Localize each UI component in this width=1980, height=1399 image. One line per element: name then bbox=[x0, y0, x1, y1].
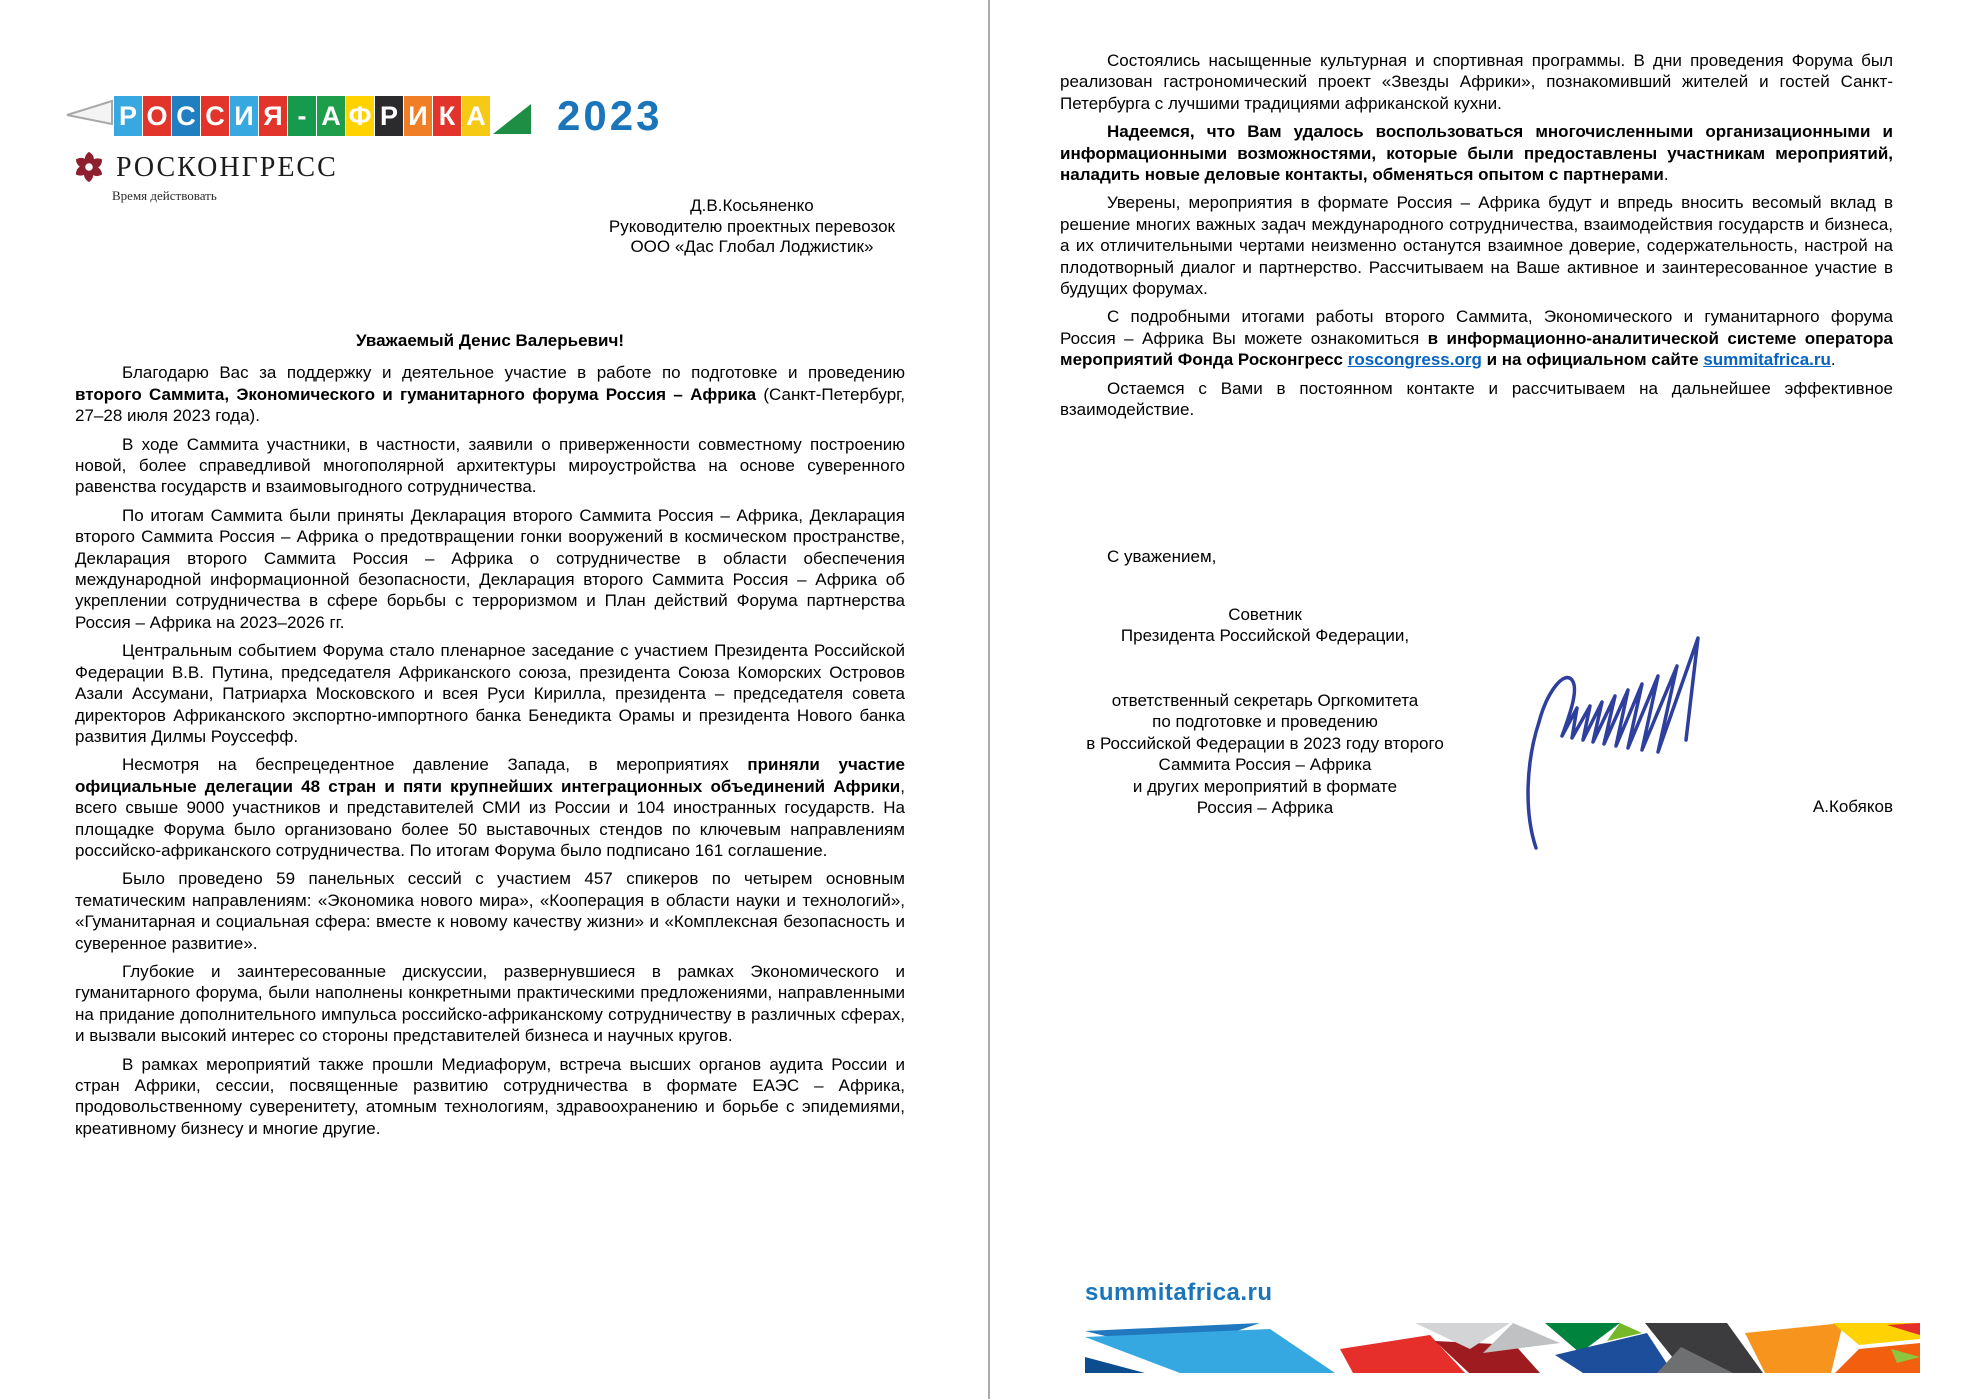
logo-letter-tile: С bbox=[172, 96, 200, 136]
text-run: Благодарю Вас за поддержку и деятельное участие в работе по подготовке и проведению bbox=[122, 363, 905, 383]
text-run: В рамках мероприятий также прошли Медиафорум, встреча высших органов аудита России и стран Африки, сессии, посвященные развитию сотрудничества в формате ЕАЭС – Африка, продовольственному суверенитету, атомным технологиям, здравоохранению и борьбе с эпидемиями, креативному бизнесу и многие другие. bbox=[75, 1054, 905, 1138]
logo-letter-tiles bbox=[114, 96, 491, 136]
text-line: ответственный секретарь Оргкомитета bbox=[1111, 691, 1419, 710]
signature-title-block bbox=[1060, 604, 1470, 647]
text-line: Д.В.Косьяненко bbox=[690, 196, 814, 215]
logo-green-triangle-icon bbox=[491, 96, 533, 136]
signer-name: А.Кобяков bbox=[1812, 797, 1893, 816]
roscongress-wordmark: РОСКОНГРЕСС bbox=[116, 152, 338, 183]
text-run: (Санкт-Петербург, 27–28 июля 2023 года). bbox=[75, 384, 905, 426]
link-roscongress[interactable]: roscongress.org bbox=[1347, 350, 1482, 370]
text-run: С подробными итогами работы второго Саммита, Экономического и гуманитарного форума Россия – Африка Вы можете ознакомиться bbox=[1060, 307, 1893, 348]
text-run: Состоялись насыщенные культурная и спортивная программы. В дни проведения Форума был реализован гастрономический проект «Звезды Африки», познакомивший жителей и гостей Санкт-Петербурга с лучшими традициями африканской кухни. bbox=[1060, 51, 1893, 113]
paragraph bbox=[75, 505, 905, 633]
bold-text: приняли участие официальные делегации 48 стран и пяти крупнейших интеграционных объединений Африки bbox=[75, 755, 905, 796]
text-run: Несмотря на беспрецедентное давление Запада, в мероприятиях bbox=[122, 755, 748, 775]
paragraph bbox=[75, 1054, 905, 1140]
text-run: Остаемся с Вами в постоянном контакте и рассчитываем на дальнейшее эффективное взаимодействие. bbox=[1060, 378, 1893, 420]
paragraph bbox=[1060, 306, 1893, 370]
letter-body-left bbox=[75, 330, 905, 1146]
logo-letter-tile: А bbox=[317, 96, 345, 136]
logo-year: 2023 bbox=[557, 92, 663, 139]
logo-letter-tile: С bbox=[201, 96, 229, 136]
logo-letter-tile: А bbox=[462, 96, 490, 136]
logo-letter-tile: Я bbox=[259, 96, 287, 136]
paragraph bbox=[1060, 192, 1893, 299]
russia-africa-logo bbox=[64, 92, 662, 140]
paragraph bbox=[1060, 121, 1893, 185]
text-line: Советник bbox=[1228, 605, 1302, 624]
text-line: Саммита Россия – Африка bbox=[1158, 755, 1372, 775]
logo-letter-tile: Р bbox=[375, 96, 403, 136]
signature-role-block bbox=[1060, 690, 1470, 818]
recipient-block bbox=[609, 196, 895, 258]
text-run: Было проведено 59 панельных сессий с участием 457 спикеров по четырем основным тематическим направлениям: «Экономика нового мира», «Кооперация в области науки и технологий», «Гуманитарная и социальная сфера: вместе к новому качеству жизни» и «Комплексная безопасность и суверенное развитие». bbox=[75, 869, 905, 953]
roscongress-tagline: Время действовать bbox=[112, 188, 217, 203]
bold-text: в информационно-аналитической системе оператора мероприятий Фонда Росконгресс bbox=[1060, 328, 1893, 370]
paragraph bbox=[75, 868, 905, 954]
text-run: Глубокие и заинтересованные дискуссии, развернувшиеся в рамках Экономического и гуманитарного форума, были наполнены конкретными практическими предложениями, направленными на придание дополнительного импульса российско-африканскому сотрудничеству в различных сферах, и вызвали высокий интерес со стороны представителей бизнеса и научных кругов. bbox=[75, 961, 905, 1046]
text-run: В ходе Саммита участники, в частности, заявили о приверженности совместному построению новой, более справедливой многополярной архитектуры мироустройства на основе суверенного равенства государств и взаимовыгодного сотрудничества. bbox=[75, 434, 905, 497]
logo-flag-icon bbox=[64, 96, 114, 136]
paragraph bbox=[75, 640, 905, 747]
logo-letter-tile: Р bbox=[114, 96, 142, 136]
paragraph bbox=[75, 362, 905, 426]
footer-color-stripe bbox=[1085, 1323, 1920, 1373]
closing-salutation: С уважением, bbox=[1107, 547, 1217, 566]
link-summitafrica[interactable]: summitafrica.ru bbox=[1703, 350, 1831, 370]
text-line: Россия – Африка bbox=[1196, 798, 1334, 818]
letter-body-right bbox=[1060, 50, 1893, 428]
salutation: Уважаемый Денис Валерьевич! bbox=[356, 331, 624, 350]
paragraph bbox=[75, 434, 905, 498]
text-run: Центральным событием Форума стало пленарное заседание с участием Президента Российской Федерации В.В. Путина, председателя Африканского союза, президента Союза Коморских Островов Азали Ассумани, Патриарха Московского и всея Руси Кирилла, президента – председателя совета директоров Африканского экспортно-импортного банка Бенедикта Орамы и президента Нового банка развития Дилмы Роуссефф. bbox=[75, 641, 905, 746]
roscongress-logo bbox=[72, 150, 338, 184]
text-line: по подготовке и проведению bbox=[1152, 712, 1378, 732]
text-line: и других мероприятий в формате bbox=[1132, 776, 1398, 796]
logo-letter-tile: Ф bbox=[346, 96, 374, 136]
logo-letter-tile: О bbox=[143, 96, 171, 136]
bold-text: и на официальном сайте bbox=[1481, 350, 1704, 370]
text-line: Руководителю проектных перевозок bbox=[608, 216, 895, 236]
text-line: ООО «Дас Глобал Лоджистик» bbox=[630, 237, 874, 256]
text-run: , всего свыше 9000 участников и представителей СМИ из России и 104 иностранных государств. На площадке Форума было организовано более 50 выставочных стендов по ключевым направлениям российско-африканского сотрудничества. По итогам Форума было подписано 161 соглашение. bbox=[75, 776, 905, 860]
paragraph bbox=[1060, 378, 1893, 421]
logo-letter-tile: - bbox=[288, 96, 316, 136]
roscongress-pinwheel-icon bbox=[72, 150, 106, 184]
text-run: Уверены, мероприятия в формате Россия – Африка будут и впредь вносить весомый вклад в решение многих важных задач международного сотрудничества, взаимодействия государств и бизнеса, а их отличительными чертами неизменно останутся взаимное доверие, содержательность, настрой на плодотворный диалог и партнерство. Рассчитываем на Ваше активное и заинтересованное участие в будущих форумах. bbox=[1060, 193, 1893, 299]
footer-website-link[interactable]: summitafrica.ru bbox=[1085, 1279, 1273, 1306]
bold-text: второго Саммита, Экономического и гуманитарного форума Россия – Африка bbox=[75, 384, 757, 404]
paragraph bbox=[1060, 50, 1893, 114]
handwritten-signature-image bbox=[1520, 620, 1735, 855]
text-run: . bbox=[1663, 165, 1669, 185]
text-run: . bbox=[1830, 350, 1836, 370]
letter-page-left bbox=[0, 0, 988, 1399]
letter-page-right bbox=[990, 0, 1980, 1399]
text-run: По итогам Саммита были приняты Декларация второго Саммита Россия – Африка, Декларация второго Саммита Россия – Африка о предотвращении гонки вооружений в космическом пространстве, Декларация второго Саммита Россия – Африка о сотрудничестве в области обеспечения международной информационной безопасности, Декларация второго Саммита Россия – Африка об укреплении сотрудничества в сфере борьбы с терроризмом и План действий Форума партнерства Россия – Африка на 2023–2026 гг. bbox=[75, 505, 905, 632]
bold-text: Надеемся, что Вам удалось воспользоваться многочисленными организационными и информационными возможностями, которые были предоставлены участникам мероприятий, наладить новые деловые контакты, обменяться опытом с партнерами bbox=[1060, 122, 1893, 185]
text-line: в Российской Федерации в 2023 году второго bbox=[1086, 733, 1444, 753]
left-paragraphs bbox=[75, 362, 905, 1139]
logo-letter-tile: И bbox=[230, 96, 258, 136]
paragraph bbox=[75, 961, 905, 1047]
logo-letter-tile: И bbox=[404, 96, 432, 136]
paragraph bbox=[75, 754, 905, 861]
logo-letter-tile: К bbox=[433, 96, 461, 136]
right-paragraphs bbox=[1060, 50, 1893, 421]
text-line: Президента Российской Федерации, bbox=[1120, 626, 1410, 646]
